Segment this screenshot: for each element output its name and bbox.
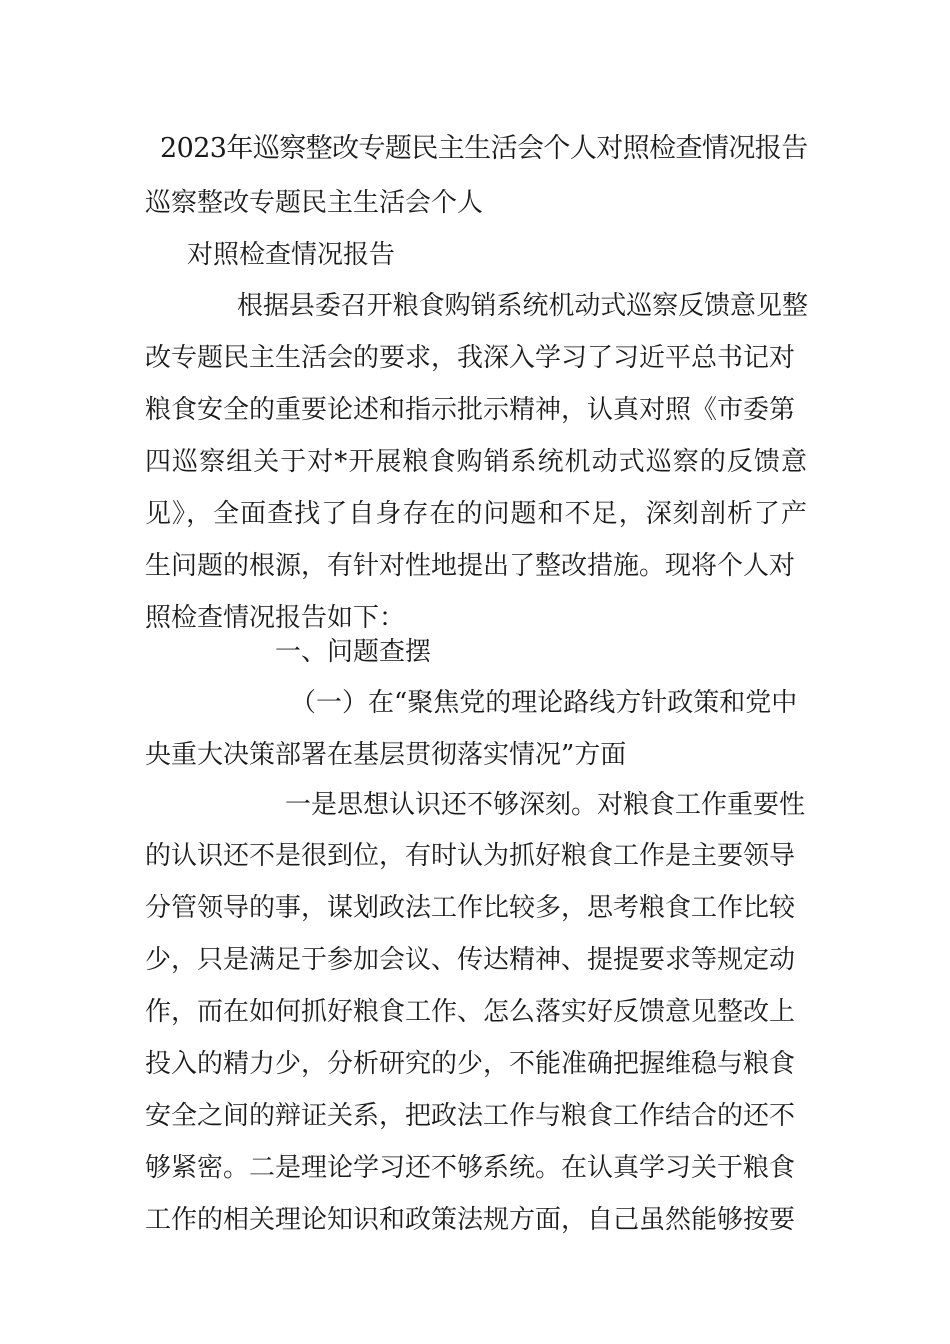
paragraph-line: 粮食安全的重要论述和指示批示精神，认真对照《市委第 [145, 395, 796, 425]
document-title: 2023年巡察整改专题民主生活会个人对照检查情况报告 [160, 133, 808, 164]
paragraph-line: 少，只是满足于参加会议、传达精神、提提要求等规定动 [145, 945, 796, 975]
paragraph-line: 见》，全面查找了自身存在的问题和不足，深刻剖析了产 [145, 499, 809, 529]
subsection-heading-line-2: 央重大决策部署在基层贯彻落实情况”方面 [145, 740, 627, 770]
paragraph-line: 够紧密。二是理论学习还不够系统。在认真学习关于粮食 [145, 1153, 796, 1183]
paragraph-line: 作，而在如何抓好粮食工作、怎么落实好反馈意见整改上 [145, 997, 796, 1027]
paragraph-line: 改专题民主生活会的要求，我深入学习了习近平总书记对 [145, 343, 796, 373]
document-subtitle-line-1: 巡察整改专题民主生活会个人 [145, 188, 484, 218]
paragraph-line: 的认识还不是很到位，有时认为抓好粮食工作是主要领导 [145, 841, 796, 871]
paragraph-line: 安全之间的辩证关系，把政法工作与粮食工作结合的还不 [145, 1101, 796, 1131]
document-subtitle-line-2: 对照检查情况报告 [187, 240, 396, 270]
paragraph-line: 照检查情况报告如下： [145, 603, 406, 633]
paragraph-line: 分管领导的事，谋划政法工作比较多，思考粮食工作比较 [145, 893, 796, 923]
paragraph-line: 投入的精力少，分析研究的少，不能准确把握维稳与粮食 [145, 1049, 796, 1079]
section-heading: 一、问题查摆 [275, 637, 432, 667]
paragraph-line: 一是思想认识还不够深刻。对粮食工作重要性 [285, 790, 806, 820]
paragraph-line: 四巡察组关于对*开展粮食购销系统机动式巡察的反馈意 [145, 447, 809, 477]
paragraph-line: 工作的相关理论知识和政策法规方面，自己虽然能够按要 [145, 1205, 796, 1235]
subsection-heading-line-1: （一）在“聚焦党的理论路线方针政策和党中 [290, 688, 798, 718]
paragraph-line: 生问题的根源，有针对性地提出了整改措施。现将个人对 [145, 551, 796, 581]
paragraph-line: 根据县委召开粮食购销系统机动式巡察反馈意见整 [237, 291, 808, 321]
